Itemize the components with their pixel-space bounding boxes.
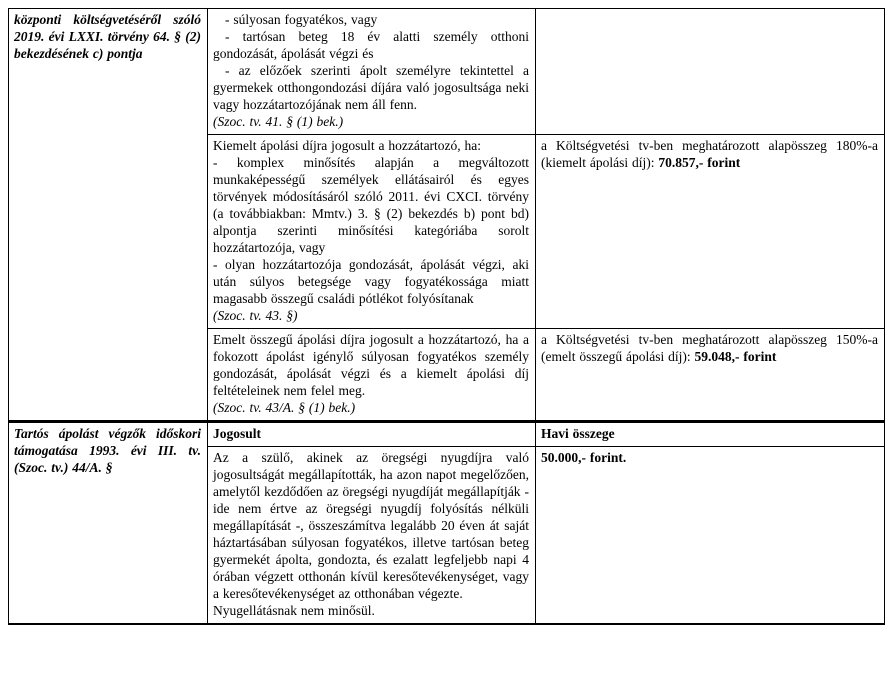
amount-text xyxy=(541,331,878,365)
column-header-havi-osszege: Havi összege xyxy=(536,422,885,447)
intro-text: Kiemelt ápolási díjra jogosult a hozzátartozó, ha: xyxy=(213,138,482,153)
conditions-cell xyxy=(208,9,536,135)
kiemelt-conditions-cell xyxy=(208,135,536,329)
amount-description: a Költségvetési tv-ben meghatározott alapösszeg 180%-a (kiemelt ápolási díj): xyxy=(541,138,878,170)
list-item: - az előzőek szerinti ápolt személyre tekintettel a gyermekek otthongondozási díjára való jogosultsága neki vagy hozzátartozójának nem áll fenn. xyxy=(213,63,529,112)
amount-value: 59.048,- forint xyxy=(694,349,777,364)
emelt-amount-cell xyxy=(536,329,885,422)
amount-text xyxy=(541,137,878,171)
list-item: - komplex minősítés alapján a megváltozott munkaképességű személyek ellátásairól és egyes törvények módosításáról szóló 2011. évi CXCI. törvény (a továbbiakban: Mmtv.) 3. § (2) bekezdés b) pont bd) alpontja szerinti minősítési kategóriába sorolt hozzátartozója, vagy xyxy=(213,155,529,255)
benefits-table xyxy=(8,8,885,625)
emelt-conditions-cell xyxy=(208,329,536,422)
citation-text: (Szoc. tv. 43/A. § (1) bek.) xyxy=(213,400,356,415)
body-text: Emelt összegű ápolási díjra jogosult a hozzátartozó, ha a fokozott ápolást igénylő súlyosan fogyatékos személy gondozását, ápolását végzi és a kiemelt ápolási díj feltételeinek nem felel meg. xyxy=(213,332,529,398)
body-text: Az a szülő, akinek az öregségi nyugdíjra való jogosultságát megállapították, ha azon napot megelőzően, amelytől kezdődően az öregségi nyugdíját megállapítják - ide nem értve az öregségi nyugdíj folyósítás nélküli megállapítását -, összeszámítva legalább 20 éven át saját háztartásában súlyosan fogyatékos, illetve tartósan beteg gyermekét ápolta, gondozta, és ezalatt legfeljebb napi 4 órában végzett otthonán kívül keresőtevékenységet, vagy a keresőtevékenységet az otthonában végezte. xyxy=(213,450,529,601)
citation-text: (Szoc. tv. 43. §) xyxy=(213,308,298,323)
list-item: - olyan hozzátartozója gondozását, ápolását végzi, aki után súlyos betegsége vagy fogyatékossága miatt magasabb összegű családi pótlékot folyósítanak xyxy=(213,257,529,306)
amount-value: 50.000,- forint. xyxy=(541,450,627,465)
amount-description: a Költségvetési tv-ben meghatározott alapösszeg 150%-a (emelt összegű ápolási díj): xyxy=(541,332,878,364)
table-row xyxy=(9,422,885,447)
table-row xyxy=(9,9,885,135)
kiemelt-amount-cell xyxy=(536,135,885,329)
law-reference-text: központi költségvetéséről szóló 2019. évi LXXI. törvény 64. § (2) bekezdésének c) pontja xyxy=(14,12,201,61)
citation-text: (Szoc. tv. 41. § (1) bek.) xyxy=(213,114,344,129)
tartos-amount-cell xyxy=(536,447,885,625)
list-item: - tartósan beteg 18 év alatti személy otthoni gondozását, ápolását végzi és xyxy=(213,29,529,61)
body-text-secondary: Nyugellátásnak nem minősül. xyxy=(213,603,375,618)
empty-amount-cell xyxy=(536,9,885,135)
law-reference-text: Tartós ápolást végzők időskori támogatása 1993. évi III. tv. (Szoc. tv.) 44/A. § xyxy=(14,426,201,475)
tartos-law-reference-cell xyxy=(9,422,208,625)
column-header-jogosult: Jogosult xyxy=(208,422,536,447)
law-reference-cell xyxy=(9,9,208,422)
amount-value: 70.857,- forint xyxy=(658,155,741,170)
tartos-conditions-cell xyxy=(208,447,536,625)
list-item: - súlyosan fogyatékos, vagy xyxy=(225,12,378,27)
